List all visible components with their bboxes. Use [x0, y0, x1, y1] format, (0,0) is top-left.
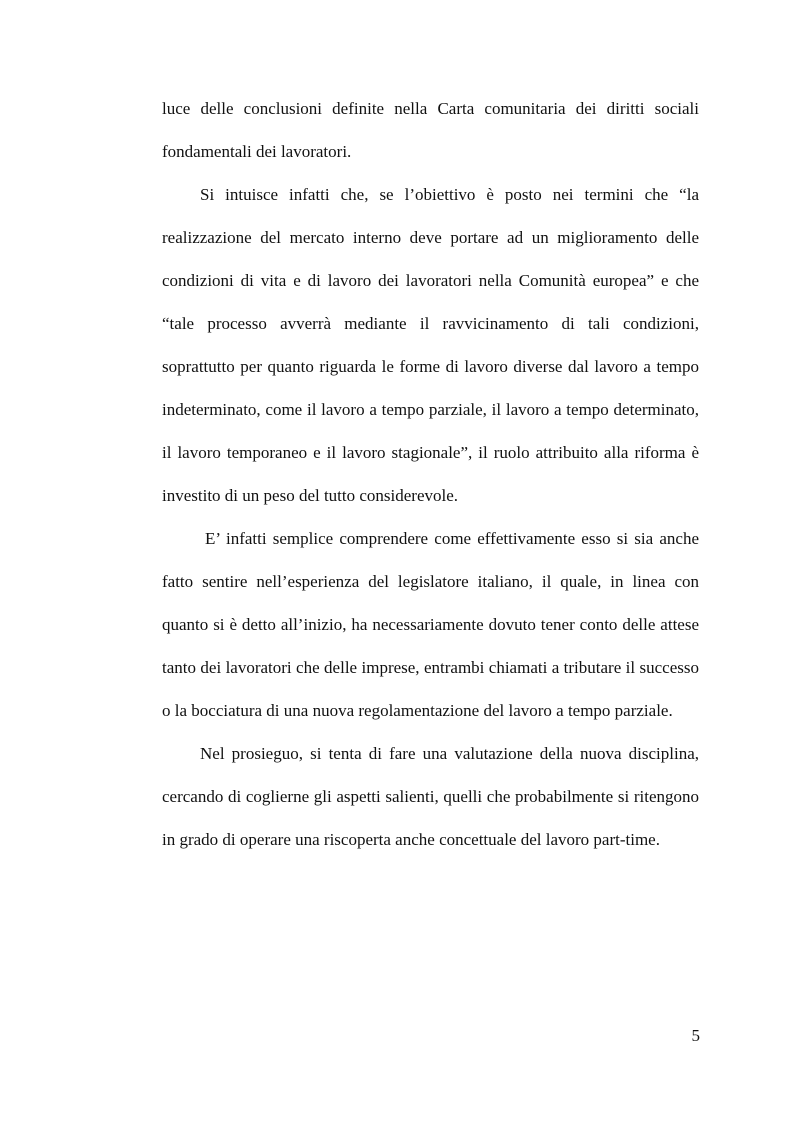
paragraph-3: E’ infatti semplice comprendere come effettivamente esso si sia anche fatto sentire nell’esperienza del legislatore italiano, il quale, in linea con quanto si è detto all’inizio, ha necessariamente dovuto tener conto delle attese tanto dei lavoratori che delle imprese, entrambi chiamati a tributare il successo o la bocciatura di una nuova regolamentazione del lavoro a tempo parziale.: [162, 529, 699, 720]
paragraph-1: luce delle conclusioni definite nella Carta comunitaria dei diritti sociali fondamentali dei lavoratori.: [162, 99, 699, 161]
body-text: [162, 87, 699, 861]
paragraph-4: Nel prosieguo, si tenta di fare una valutazione della nuova disciplina, cercando di coglierne gli aspetti salienti, quelli che probabilmente si ritengono in grado di operare una riscoperta anche concettuale del lavoro part-time.: [162, 744, 699, 849]
page-number: 5: [691, 1026, 700, 1045]
paragraph-2: Si intuisce infatti che, se l’obiettivo è posto nei termini che “la realizzazione del mercato interno deve portare ad un miglioramento delle condizioni di vita e di lavoro dei lavoratori nella Comunità europea” e che “tale processo avverrà mediante il ravvicinamento di tali condizioni, soprattutto per quanto riguarda le forme di lavoro diverse dal lavoro a tempo indeterminato, come il lavoro a tempo parziale, il lavoro a tempo determinato, il lavoro temporaneo e il lavoro stagionale”, il ruolo attribuito alla riforma è investito di un peso del tutto considerevole.: [162, 185, 699, 505]
